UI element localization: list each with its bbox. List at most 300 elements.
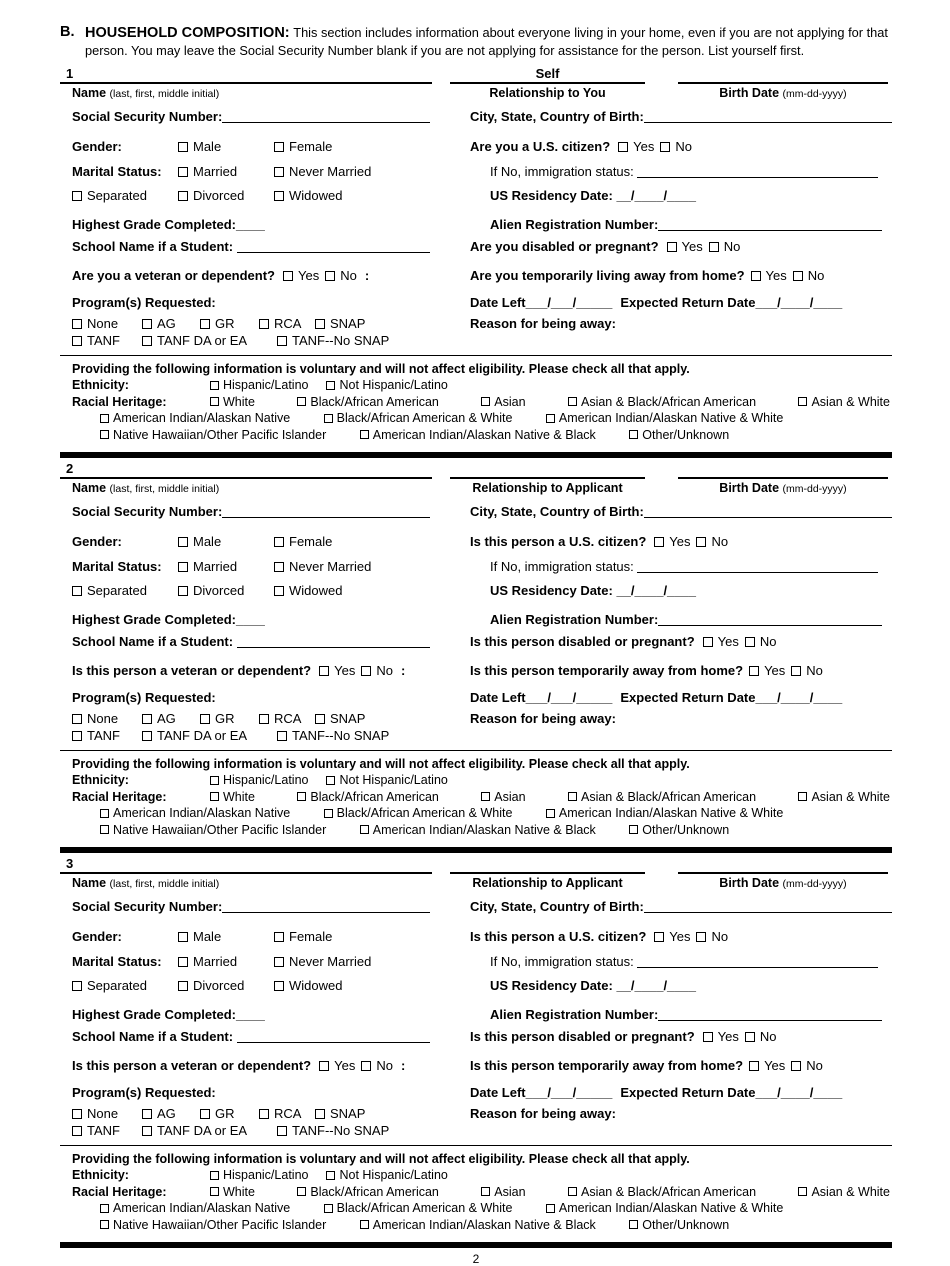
marital-cell: [60, 560, 448, 574]
school-name-label: School Name if a Student:: [72, 239, 234, 254]
checkbox-icon: [100, 825, 109, 834]
checkbox-american-indian-alaskan-native[interactable]: [100, 1201, 290, 1215]
immigration-status-label: If No, immigration status:: [490, 559, 634, 575]
checkbox-disabled-no[interactable]: [745, 635, 777, 649]
checkbox-label: Yes: [764, 663, 786, 679]
checkbox-separated[interactable]: [72, 584, 178, 598]
checkbox-away-yes[interactable]: [749, 664, 785, 678]
disabled-cell: [448, 1030, 892, 1044]
checkbox-citizen-yes[interactable]: [654, 535, 690, 549]
alien-cell: [448, 1007, 892, 1022]
checkbox-icon: [72, 1126, 82, 1136]
school-name-field[interactable]: [237, 241, 430, 253]
ssn-label: Social Security Number:: [72, 504, 223, 520]
checkbox-label: TANF: [87, 333, 120, 348]
checkbox-label: American Indian/Alaskan Native & White: [558, 411, 784, 426]
checkbox-citizen-no[interactable]: [696, 930, 728, 944]
marital-status-label: Marital Status:: [72, 559, 162, 575]
checkbox-label: Yes: [334, 663, 356, 679]
veteran-question: Is this person a veteran or dependent?: [72, 663, 312, 679]
checkbox-icon: [618, 142, 628, 152]
checkbox-american-indian-alaskan-native-white[interactable]: [546, 411, 783, 425]
checkbox-icon: [277, 336, 287, 346]
citizen-question: Are you a U.S. citizen?: [470, 139, 611, 154]
grade-cell: [60, 218, 448, 232]
relationship-label: Relationship to Applicant: [472, 876, 623, 891]
name-label-row: [60, 876, 432, 891]
checkbox-separated[interactable]: [72, 979, 178, 993]
checkbox-icon: [178, 167, 188, 177]
date-left-field[interactable]: ___/___/_____: [525, 1085, 613, 1101]
grade-label: Highest Grade Completed:: [72, 1007, 236, 1023]
school-cell: [60, 634, 448, 649]
checkbox-label: Widowed: [289, 978, 343, 994]
ethnicity-row: [72, 1167, 892, 1183]
checkbox-citizen-no[interactable]: [660, 140, 692, 154]
checkbox-away-no[interactable]: [791, 1059, 823, 1073]
checkbox-icon: [100, 430, 109, 439]
birth-date-hint: (mm-dd-yyyy): [782, 88, 847, 100]
checkbox-citizen-yes[interactable]: [654, 930, 690, 944]
residency-date-field[interactable]: __/____/____: [616, 583, 696, 599]
checkbox-label: Asian: [494, 789, 526, 804]
checkbox-icon: [274, 142, 284, 152]
relationship-field[interactable]: [450, 857, 645, 874]
checkbox-asian-black-african-american[interactable]: [568, 789, 756, 805]
checkbox-white[interactable]: [210, 1184, 255, 1200]
checkbox-icon: [654, 932, 664, 942]
checkbox-icon: [745, 1032, 755, 1042]
checkbox-label: White: [223, 1184, 255, 1199]
date-left-field[interactable]: ___/___/_____: [525, 295, 613, 310]
checkbox-icon: [178, 562, 188, 572]
checkbox-disabled-no[interactable]: [745, 1030, 777, 1044]
alien-cell: [448, 612, 892, 627]
away-cell: [448, 664, 892, 678]
checkbox-black-african-american[interactable]: [297, 394, 439, 410]
relationship-field[interactable]: [450, 462, 645, 479]
checkbox-american-indian-alaskan-native-white[interactable]: [546, 1201, 783, 1215]
checkbox-label: Yes: [717, 634, 739, 650]
checkbox-label: Hispanic/Latino: [223, 1168, 309, 1183]
checkbox-tanf[interactable]: [72, 334, 142, 348]
checkbox-married[interactable]: [178, 560, 274, 574]
ssn-field[interactable]: [222, 111, 430, 123]
checkbox-icon: [654, 537, 664, 547]
marital2-residency-row: [60, 979, 892, 993]
checkbox-male[interactable]: [178, 535, 274, 549]
checkbox-asian[interactable]: [481, 1184, 525, 1200]
checkbox-label: GR: [215, 316, 235, 331]
gender-citizen-row: [60, 930, 892, 944]
residency-date-field[interactable]: __/____/____: [616, 978, 696, 994]
checkbox-disabled-yes[interactable]: [703, 635, 739, 649]
checkbox-veteran-no[interactable]: [361, 1059, 393, 1073]
checkbox-none[interactable]: [72, 1107, 142, 1121]
checkbox-asian-white[interactable]: [798, 789, 890, 805]
checkbox-label: Yes: [669, 534, 691, 550]
checkbox-american-indian-alaskan-native-black[interactable]: [360, 428, 596, 442]
checkbox-hispanic-latino[interactable]: [210, 772, 308, 788]
checkbox-label: Separated: [87, 978, 147, 994]
city-of-birth-label: City, State, Country of Birth:: [470, 109, 644, 124]
checkbox-icon: [696, 537, 706, 547]
city-of-birth-label: City, State, Country of Birth:: [470, 504, 644, 520]
checkbox-label: Never Married: [289, 559, 372, 575]
racial-heritage-label: Racial Heritage:: [72, 1184, 167, 1199]
checkbox-icon: [142, 1109, 152, 1119]
checkbox-label: No: [759, 1029, 777, 1045]
checkbox-away-no[interactable]: [793, 269, 825, 283]
checkbox-other-unknown[interactable]: [629, 428, 729, 442]
checkbox-black-african-american[interactable]: [297, 1184, 439, 1200]
relationship-field[interactable]: [450, 67, 645, 84]
name-field[interactable]: [60, 462, 432, 479]
checkbox-citizen-yes[interactable]: [618, 140, 654, 154]
checkbox-hispanic-latino[interactable]: [210, 377, 308, 393]
residency-cell: [448, 189, 892, 203]
checkbox-married[interactable]: [178, 955, 274, 969]
checkbox-widowed[interactable]: [274, 189, 342, 203]
veteran-away-row: [60, 269, 892, 283]
marital2-cell: [60, 584, 448, 598]
checkbox-black-african-american[interactable]: [297, 789, 439, 805]
checkbox-married[interactable]: [178, 165, 274, 179]
checkbox-american-indian-alaskan-native[interactable]: [100, 806, 290, 820]
checkbox-tanf[interactable]: [72, 1124, 142, 1138]
checkbox-label: Black/African American & White: [336, 1201, 513, 1216]
gender-label: Gender:: [72, 534, 122, 550]
school-disabled-row: [60, 239, 892, 254]
checkbox-label: Black/African American & White: [336, 806, 513, 821]
away-question: Are you temporarily living away from home?: [470, 268, 745, 283]
checkbox-disabled-no[interactable]: [709, 240, 741, 254]
checkbox-asian-black-african-american[interactable]: [568, 1184, 756, 1200]
checkbox-icon: [72, 586, 82, 596]
racial-heritage-row1: [72, 394, 892, 410]
expected-return-label: Expected Return Date: [620, 295, 756, 310]
ssn-label: Social Security Number:: [72, 899, 223, 915]
checkbox-label: No: [711, 534, 729, 550]
grade-alien-row: [60, 612, 892, 627]
alien-number-field[interactable]: [658, 219, 882, 231]
checkbox-label: Other/Unknown: [642, 822, 730, 837]
checkbox-separated[interactable]: [72, 189, 178, 203]
ssn-cell: [60, 899, 448, 914]
gender-cell: [60, 930, 448, 944]
grade-field[interactable]: ____: [235, 612, 265, 628]
checkbox-asian-white[interactable]: [798, 1184, 890, 1200]
checkbox-disabled-yes[interactable]: [703, 1030, 739, 1044]
checkbox-ag[interactable]: [142, 317, 200, 331]
checkbox-widowed[interactable]: [274, 584, 342, 598]
checkbox-rca[interactable]: [259, 317, 315, 331]
checkbox-label: Yes: [633, 139, 655, 154]
programs-cell: [60, 691, 448, 705]
checkbox-asian-black-african-american[interactable]: [568, 394, 756, 410]
checkbox-label: TANF DA or EA: [157, 728, 248, 744]
checkbox-asian[interactable]: [481, 789, 525, 805]
checkbox-icon: [178, 537, 188, 547]
checkbox-label: Asian: [494, 1184, 526, 1199]
programs-options-row1: [60, 712, 448, 726]
immigration-status-field[interactable]: [637, 166, 878, 178]
away-cell: [448, 1059, 892, 1073]
grade-field[interactable]: ____: [235, 217, 265, 232]
checkbox-ag[interactable]: [142, 712, 200, 726]
checkbox-other-unknown[interactable]: [629, 823, 729, 837]
gender-cell: [60, 535, 448, 549]
checkbox-never-married[interactable]: [274, 955, 371, 969]
checkbox-label: No: [723, 239, 741, 254]
birth-date-field[interactable]: [678, 67, 888, 84]
checkbox-label: American Indian/Alaskan Native & White: [558, 1201, 784, 1216]
birth-date-hint: (mm-dd-yyyy): [782, 878, 847, 891]
checkbox-none[interactable]: [72, 317, 142, 331]
expected-return-field[interactable]: ___/____/____: [755, 1085, 843, 1101]
checkbox-icon: [178, 981, 188, 991]
racial-options-row1: [210, 394, 892, 410]
checkbox-black-african-american-white[interactable]: [324, 411, 513, 425]
grade-label: Highest Grade Completed:: [72, 612, 236, 628]
birth-date-field[interactable]: [678, 857, 888, 874]
person-number: 3: [66, 856, 74, 872]
checkbox-icon: [481, 397, 490, 406]
away-question: Is this person temporarily away from home?: [470, 663, 744, 679]
checkbox-icon: [210, 397, 219, 406]
checkbox-icon: [751, 271, 761, 281]
checkbox-citizen-no[interactable]: [696, 535, 728, 549]
birth-date-field[interactable]: [678, 462, 888, 479]
checkbox-icon: [210, 776, 219, 785]
checkbox-gr[interactable]: [200, 1107, 259, 1121]
checkbox-label: Other/Unknown: [642, 1217, 730, 1232]
checkbox-not-hispanic-latino[interactable]: [326, 377, 447, 393]
gender-label: Gender:: [72, 139, 122, 154]
checkbox-veteran-yes[interactable]: [283, 269, 319, 283]
programs1-reason-row: [60, 1107, 892, 1121]
checkbox-label: Asian & White: [811, 394, 890, 409]
checkbox-icon: [324, 809, 333, 818]
residency-cell: [448, 584, 892, 598]
checkbox-tanf-no-snap[interactable]: [277, 1124, 389, 1138]
checkbox-gr[interactable]: [200, 317, 259, 331]
checkbox-tanf[interactable]: [72, 729, 142, 743]
checkbox-never-married[interactable]: [274, 165, 371, 179]
checkbox-american-indian-alaskan-native-white[interactable]: [546, 806, 783, 820]
immigration-cell: [448, 559, 892, 574]
checkbox-icon: [72, 714, 82, 724]
checkbox-label: Married: [193, 164, 238, 179]
checkbox-american-indian-alaskan-native[interactable]: [100, 411, 290, 425]
checkbox-label: Widowed: [289, 583, 343, 599]
name-field[interactable]: [60, 857, 432, 874]
checkbox-gr[interactable]: [200, 712, 259, 726]
checkbox-icon: [481, 1187, 490, 1196]
marital2-cell: [60, 979, 448, 993]
checkbox-icon: [324, 1204, 333, 1213]
date-left-field[interactable]: ___/___/_____: [525, 690, 613, 706]
checkbox-native-hawaiian-pacific-islander[interactable]: [100, 428, 326, 442]
relationship-column: [450, 857, 645, 891]
checkbox-snap[interactable]: [315, 317, 365, 331]
ssn-field[interactable]: [222, 901, 430, 913]
school-name-field[interactable]: [237, 636, 430, 648]
racial-heritage-row1: [72, 1184, 892, 1200]
checkbox-female[interactable]: [274, 930, 332, 944]
grade-cell: [60, 613, 448, 627]
checkbox-black-african-american-white[interactable]: [324, 1201, 513, 1215]
checkbox-veteran-yes[interactable]: [319, 664, 355, 678]
checkbox-icon: [319, 666, 329, 676]
checkbox-veteran-yes[interactable]: [319, 1059, 355, 1073]
reason-cell: [448, 317, 892, 331]
checkbox-divorced[interactable]: [178, 979, 274, 993]
marital2-residency-row: [60, 584, 892, 598]
checkbox-icon: [210, 792, 219, 801]
checkbox-veteran-no[interactable]: [325, 269, 357, 283]
expected-return-field[interactable]: ___/____/____: [755, 690, 843, 706]
checkbox-icon: [749, 1061, 759, 1071]
checkbox-icon: [546, 414, 555, 423]
checkbox-not-hispanic-latino[interactable]: [326, 1167, 447, 1183]
checkbox-tanf-no-snap[interactable]: [277, 334, 389, 348]
checkbox-label: Married: [193, 954, 238, 970]
checkbox-tanf-no-snap[interactable]: [277, 729, 389, 743]
checkbox-male[interactable]: [178, 140, 274, 154]
checkbox-label: Yes: [764, 1058, 786, 1074]
reason-cell: [448, 712, 892, 726]
city-cell: [448, 109, 892, 124]
checkbox-icon: [274, 562, 284, 572]
relationship-value: Self: [535, 66, 560, 81]
grade-field[interactable]: ____: [235, 1007, 265, 1023]
checkbox-label: Divorced: [193, 978, 245, 994]
checkbox-icon: [325, 271, 335, 281]
checkbox-female[interactable]: [274, 140, 332, 154]
checkbox-away-yes[interactable]: [751, 269, 787, 283]
immigration-cell: [448, 954, 892, 969]
checkbox-label: Black/African American: [310, 394, 439, 409]
expected-return-field[interactable]: ___/____/____: [755, 295, 843, 310]
checkbox-none[interactable]: [72, 712, 142, 726]
checkbox-snap[interactable]: [315, 1107, 365, 1121]
checkbox-black-african-american-white[interactable]: [324, 806, 513, 820]
checkbox-icon: [667, 242, 677, 252]
school-name-field[interactable]: [237, 1031, 430, 1043]
ethnicity-row: [72, 377, 892, 393]
school-disabled-row: [60, 634, 892, 649]
checkbox-rca[interactable]: [259, 712, 315, 726]
disabled-cell: [448, 635, 892, 649]
checkbox-label: American Indian/Alaskan Native: [113, 806, 291, 821]
checkbox-away-yes[interactable]: [749, 1059, 785, 1073]
checkbox-label: AG: [157, 1106, 176, 1122]
checkbox-native-hawaiian-pacific-islander[interactable]: [100, 823, 326, 837]
birth-date-label-row: [678, 876, 888, 891]
checkbox-icon: [793, 271, 803, 281]
checkbox-asian[interactable]: [481, 394, 525, 410]
checkbox-divorced[interactable]: [178, 584, 274, 598]
residency-date-field[interactable]: __/____/____: [616, 188, 696, 203]
checkbox-icon: [277, 731, 287, 741]
checkbox-female[interactable]: [274, 535, 332, 549]
city-of-birth-field[interactable]: [644, 111, 892, 123]
checkbox-icon: [361, 1061, 371, 1071]
checkbox-male[interactable]: [178, 930, 274, 944]
checkbox-tanf-da-or-ea[interactable]: [142, 729, 277, 743]
ssn-label: Social Security Number:: [72, 109, 223, 124]
birth-date-column: [678, 67, 888, 101]
alien-number-label: Alien Registration Number:: [490, 1007, 659, 1023]
checkbox-widowed[interactable]: [274, 979, 342, 993]
checkbox-hispanic-latino[interactable]: [210, 1167, 308, 1183]
alien-number-field[interactable]: [658, 614, 882, 626]
checkbox-icon: [360, 1220, 369, 1229]
checkbox-never-married[interactable]: [274, 560, 371, 574]
checkbox-away-no[interactable]: [791, 664, 823, 678]
checkbox-snap[interactable]: [315, 712, 365, 726]
checkbox-veteran-no[interactable]: [361, 664, 393, 678]
ssn-field[interactable]: [222, 506, 430, 518]
gender-label: Gender:: [72, 929, 122, 945]
city-of-birth-field[interactable]: [644, 506, 892, 518]
immigration-status-field[interactable]: [637, 561, 878, 573]
expected-return-label: Expected Return Date: [620, 690, 756, 706]
residency-date-label: US Residency Date:: [490, 583, 613, 599]
checkbox-icon: [72, 981, 82, 991]
name-field[interactable]: [60, 67, 432, 84]
checkbox-asian-white[interactable]: [798, 394, 890, 410]
checkbox-icon: [210, 1187, 219, 1196]
ssn-cell: [60, 504, 448, 519]
checkbox-label: Black/African American & White: [336, 411, 513, 426]
checkbox-rca[interactable]: [259, 1107, 315, 1121]
checkbox-label: Female: [289, 929, 333, 945]
city-of-birth-field[interactable]: [644, 901, 892, 913]
checkbox-white[interactable]: [210, 394, 255, 410]
checkbox-icon: [210, 1171, 219, 1180]
immigration-status-field[interactable]: [637, 956, 878, 968]
checkbox-label: White: [223, 789, 255, 804]
checkbox-tanf-da-or-ea[interactable]: [142, 334, 277, 348]
checkbox-label: SNAP: [330, 711, 366, 727]
residency-cell: [448, 979, 892, 993]
programs-label: Program(s) Requested:: [72, 1085, 216, 1101]
checkbox-icon: [72, 731, 82, 741]
veteran-question: Are you a veteran or dependent?: [72, 268, 275, 283]
alien-number-field[interactable]: [658, 1009, 882, 1021]
immigration-status-label: If No, immigration status:: [490, 954, 634, 970]
checkbox-american-indian-alaskan-native-black[interactable]: [360, 823, 596, 837]
immigration-status-label: If No, immigration status:: [490, 164, 634, 179]
checkbox-not-hispanic-latino[interactable]: [326, 772, 447, 788]
checkbox-divorced[interactable]: [178, 189, 274, 203]
checkbox-disabled-yes[interactable]: [667, 240, 703, 254]
school-name-label: School Name if a Student:: [72, 634, 234, 650]
racial-options-row1: [210, 1184, 892, 1200]
checkbox-ag[interactable]: [142, 1107, 200, 1121]
checkbox-label: Asian & White: [811, 789, 890, 804]
checkbox-white[interactable]: [210, 789, 255, 805]
checkbox-icon: [709, 242, 719, 252]
name-hint: (last, first, middle initial): [109, 483, 220, 496]
checkbox-icon: [274, 586, 284, 596]
checkbox-tanf-da-or-ea[interactable]: [142, 1124, 277, 1138]
checkbox-label: No: [376, 1058, 393, 1074]
programs1-reason-row: [60, 712, 892, 726]
checkbox-label: Male: [193, 929, 222, 945]
